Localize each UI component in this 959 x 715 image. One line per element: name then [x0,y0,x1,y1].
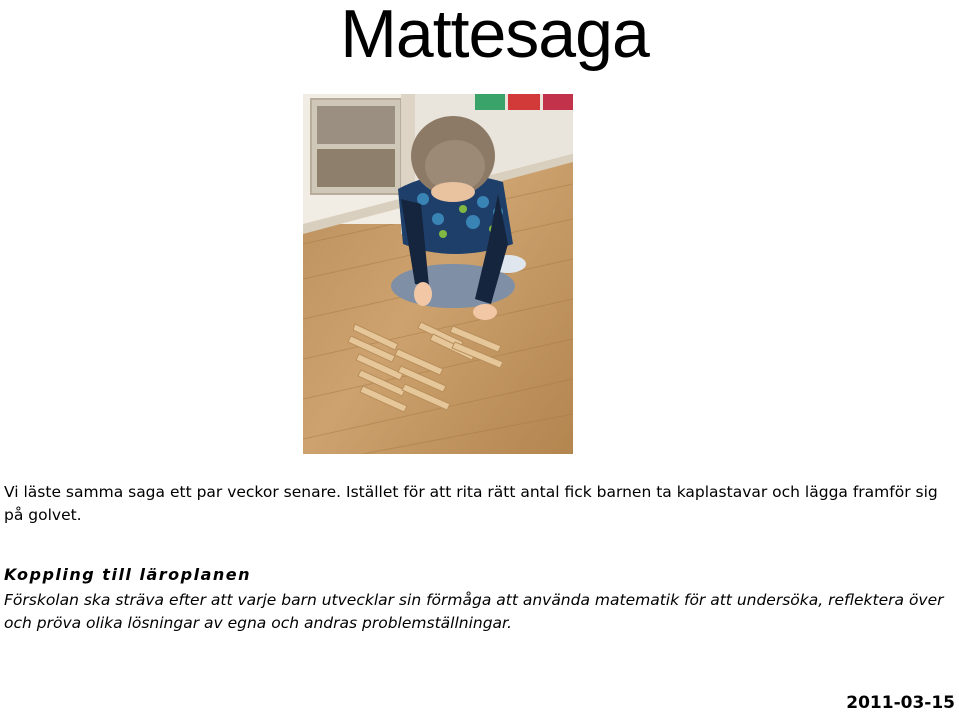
intro-paragraph: Vi läste samma saga ett par veckor senare. Istället för att rita rätt antal fick barnen ta kaplastavar och lägga framför sig på golvet. [4,483,938,524]
page-title: Mattesaga [340,0,649,72]
photo-child-with-planks [303,94,573,454]
curriculum-text: Förskolan ska sträva efter att varje barn utvecklar sin förmåga att använda matematik för att undersöka, reflektera över och pröva olika lösningar av egna och andras problemställningar. [4,591,944,632]
curriculum-heading: Koppling till läroplanen [4,565,252,584]
document-date: 2011-03-15 [846,693,955,713]
